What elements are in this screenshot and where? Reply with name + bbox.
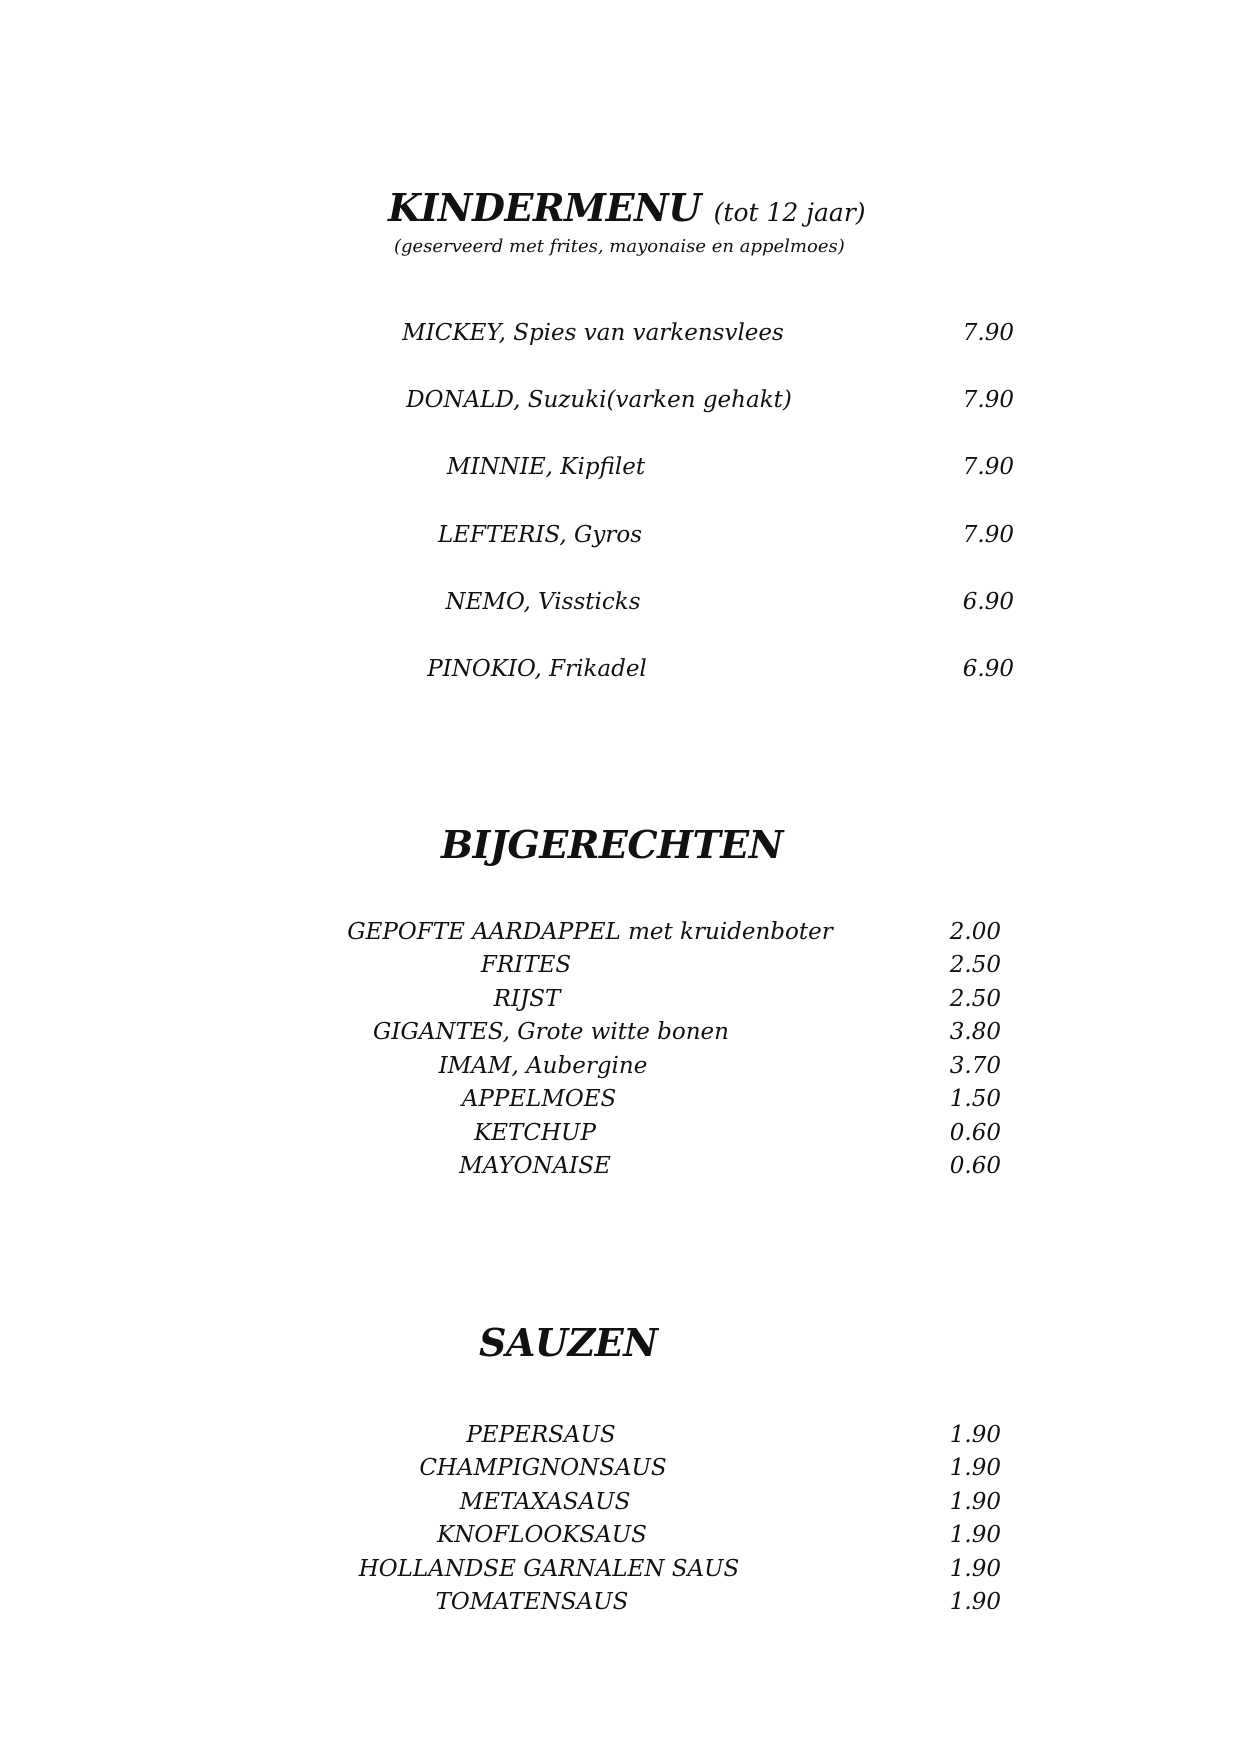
kindermenu-item-name: LEFTERIS, Gyros [437, 522, 643, 548]
bijgerechten-item-price: 0.60 [949, 1153, 1001, 1179]
bijgerechten-item-name: RIJST [493, 986, 561, 1012]
sauzen-item-name: METAXASAUS [459, 1489, 631, 1515]
kindermenu-item-name: MICKEY, Spies van varkensvlees [402, 320, 784, 346]
bijgerechten-item-price: 3.70 [949, 1053, 1001, 1079]
sauzen-title: SAUZEN [479, 1320, 658, 1365]
sauzen-item-name: PEPERSAUS [466, 1422, 616, 1448]
kindermenu-item-name: NEMO, Vissticks [445, 589, 641, 615]
sauzen-item-name: HOLLANDSE GARNALEN SAUS [358, 1556, 740, 1582]
bijgerechten-item-price: 2.50 [949, 952, 1001, 978]
bijgerechten-item-price: 0.60 [949, 1120, 1001, 1146]
bijgerechten-item-name: KETCHUP [474, 1120, 596, 1146]
bijgerechten-item-name: APPELMOES [461, 1086, 617, 1112]
sauzen-item-price: 1.90 [949, 1589, 1001, 1615]
sauzen-item-name: CHAMPIGNONSAUS [419, 1455, 667, 1481]
bijgerechten-item-name: MAYONAISE [459, 1153, 611, 1179]
kindermenu-item-price: 7.90 [962, 320, 1014, 346]
bijgerechten-item-name: IMAM, Aubergine [438, 1053, 648, 1079]
kindermenu-heading [388, 185, 866, 230]
sauzen-item-price: 1.90 [949, 1522, 1001, 1548]
sauzen-item-price: 1.90 [949, 1455, 1001, 1481]
kindermenu-item-price: 7.90 [962, 454, 1014, 480]
bijgerechten-item-price: 3.80 [949, 1019, 1001, 1045]
bijgerechten-item-name: GEPOFTE AARDAPPEL met kruidenboter [347, 919, 833, 945]
bijgerechten-item-price: 2.50 [949, 986, 1001, 1012]
kindermenu-age-note: (tot 12 jaar) [713, 198, 866, 227]
sauzen-item-price: 1.90 [949, 1489, 1001, 1515]
kindermenu-item-price: 6.90 [962, 656, 1014, 682]
kindermenu-item-name: DONALD, Suzuki(varken gehakt) [406, 387, 792, 413]
bijgerechten-item-name: GIGANTES, Grote witte bonen [373, 1019, 729, 1045]
bijgerechten-item-name: FRITES [480, 952, 572, 978]
kindermenu-item-price: 6.90 [962, 589, 1014, 615]
kindermenu-item-price: 7.90 [962, 387, 1014, 413]
kindermenu-item-name: PINOKIO, Frikadel [427, 656, 647, 682]
sauzen-item-price: 1.90 [949, 1422, 1001, 1448]
sauzen-item-name: KNOFLOOKSAUS [437, 1522, 647, 1548]
sauzen-item-price: 1.90 [949, 1556, 1001, 1582]
kindermenu-title: KINDERMENU [388, 185, 701, 230]
bijgerechten-title: BIJGERECHTEN [441, 822, 783, 867]
kindermenu-item-price: 7.90 [962, 522, 1014, 548]
bijgerechten-item-price: 1.50 [949, 1086, 1001, 1112]
bijgerechten-item-price: 2.00 [949, 919, 1001, 945]
kindermenu-item-name: MINNIE, Kipfilet [446, 454, 646, 480]
sauzen-item-name: TOMATENSAUS [435, 1589, 629, 1615]
kindermenu-served-note: (geserveerd met frites, mayonaise en appelmoes) [394, 236, 845, 257]
